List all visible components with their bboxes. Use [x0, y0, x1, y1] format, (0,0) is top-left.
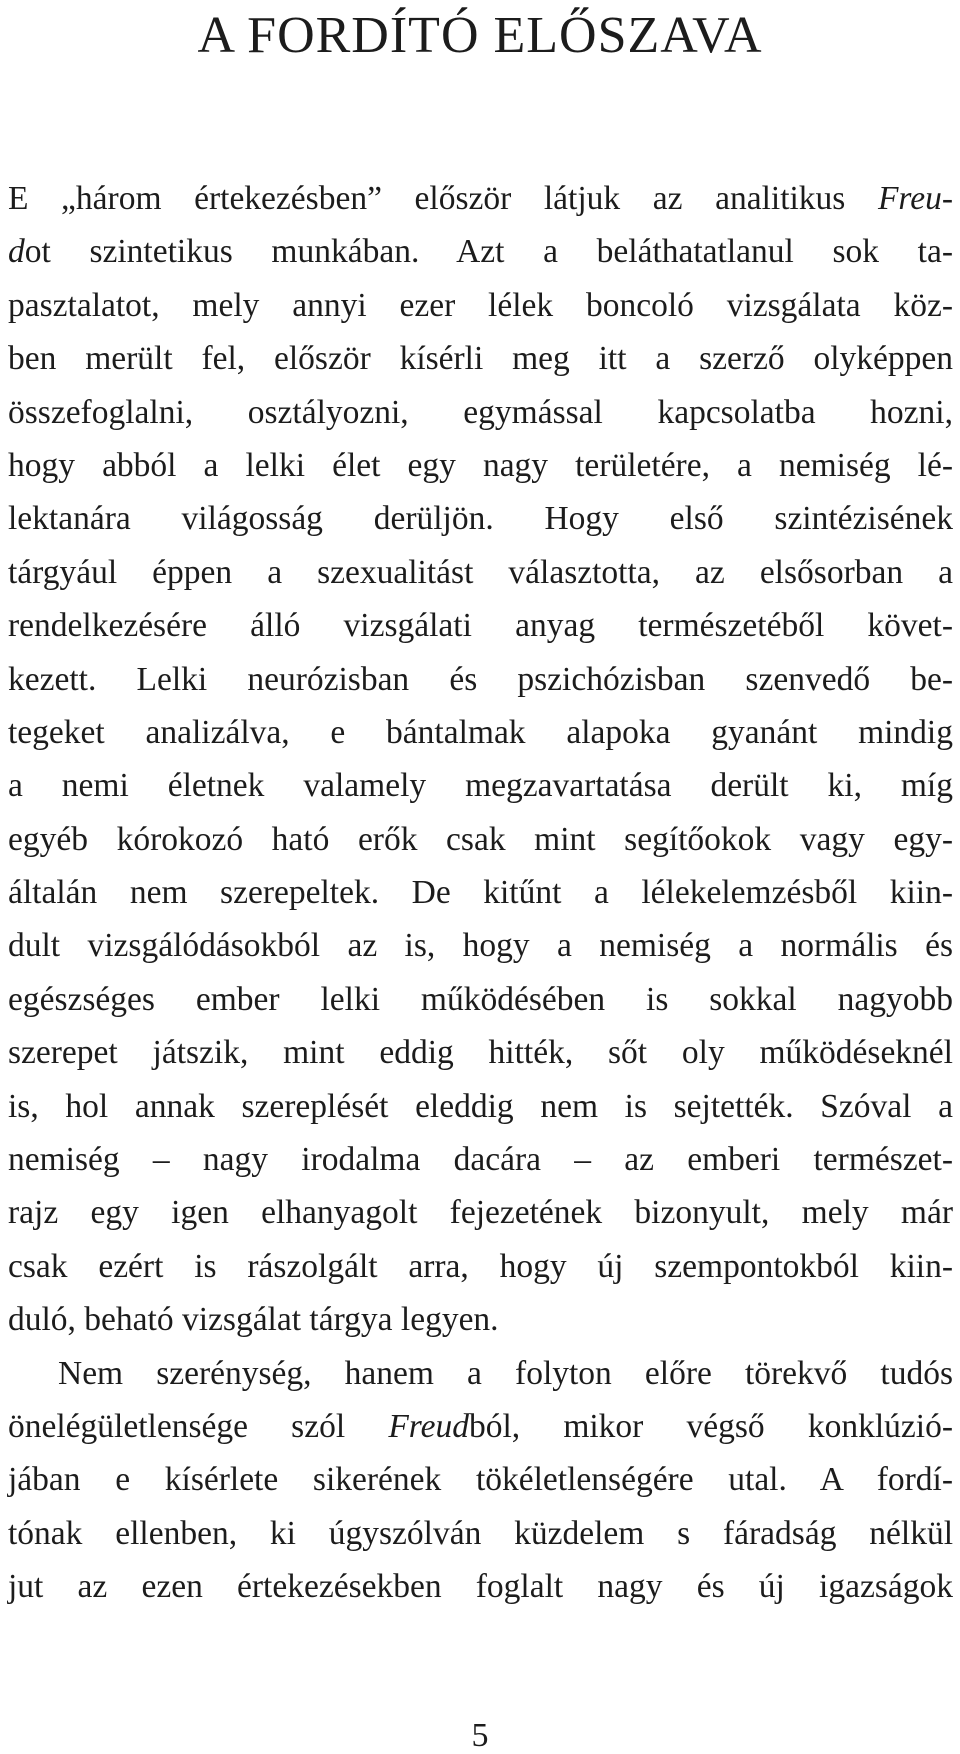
text-line: egyéb kórokozó ható erők csak mint segítőokok vagy egy- [8, 820, 953, 858]
text-line: rendelkezésére álló vizsgálati anyag természetéből követ- [8, 607, 953, 645]
text-line: tegeket analizálva, e bántalmak alapoka gyanánt mindig [8, 713, 953, 751]
text-line: tárgyául éppen a szexualitást választotta, az elsősorban a [8, 553, 953, 591]
body-text [8, 172, 953, 1614]
text-line: jában e kísérlete sikerének tökéletlenségére utal. A fordí- [8, 1461, 953, 1499]
page-title: A FORDÍTÓ ELŐSZAVA [197, 7, 763, 64]
text-line: hogy abból a lelki élet egy nagy területére, a nemiség lé- [8, 446, 953, 484]
text-line: dult vizsgálódásokból az is, hogy a nemiség a normális és [8, 927, 953, 965]
text-line: lektanára világosság derüljön. Hogy első szintézisének [8, 500, 953, 538]
italic-text: Freu- [877, 180, 953, 217]
text-line: csak ezért is rászolgált arra, hogy új szempontokból kiin- [8, 1247, 953, 1285]
text-line: szerepet játszik, mint eddig hitték, sőt oly működéseknél [8, 1034, 953, 1072]
text-line: összefoglalni, osztályozni, egymással kapcsolatba hozni, [8, 393, 953, 431]
text-line: kezett. Lelki neurózisban és pszichózisban szenvedő be- [8, 660, 953, 698]
italic-text: Freud [388, 1407, 469, 1445]
italic-text: d [8, 233, 25, 271]
text-line: dot szintetikus munkában. Azt a beláthatatlanul sok ta- [8, 233, 953, 271]
text-line: duló, beható vizsgálat tárgya legyen. [8, 1301, 499, 1339]
text-line: E „három értekezésben” először látjuk az analitikus Freu- [8, 180, 953, 217]
text-line: Nem szerénység, hanem a folyton előre törekvő tudós [58, 1354, 953, 1392]
text-line: is, hol annak szereplését eleddig nem is sejtették. Szóval a [8, 1087, 953, 1125]
text-line: nemiség – nagy irodalma dacára – az emberi természet- [8, 1141, 953, 1179]
text-line: a nemi életnek valamely megzavartatása derült ki, míg [8, 767, 953, 805]
text-line: általán nem szerepeltek. De kitűnt a lélekelemzésből kiin- [8, 874, 953, 912]
text-line: rajz egy igen elhanyagolt fejezetének bizonyult, mely már [8, 1194, 953, 1232]
text-line: egészséges ember lelki működésében is sokkal nagyobb [8, 980, 953, 1018]
text-line: jut az ezen értekezésekben foglalt nagy és új igazságok [8, 1568, 953, 1606]
text-line: pasztalatot, mely annyi ezer lélek boncoló vizsgálata köz- [8, 286, 953, 324]
page-number: 5 [471, 1717, 489, 1754]
text-line: ben merült fel, először kísérli meg itt a szerző olyképpen [8, 340, 953, 378]
text-line: tónak ellenben, ki úgyszólván küzdelem s fáradság nélkül [8, 1514, 953, 1552]
text-line: önelégületlensége szól Freudból, mikor végső konklúzió- [8, 1407, 953, 1445]
